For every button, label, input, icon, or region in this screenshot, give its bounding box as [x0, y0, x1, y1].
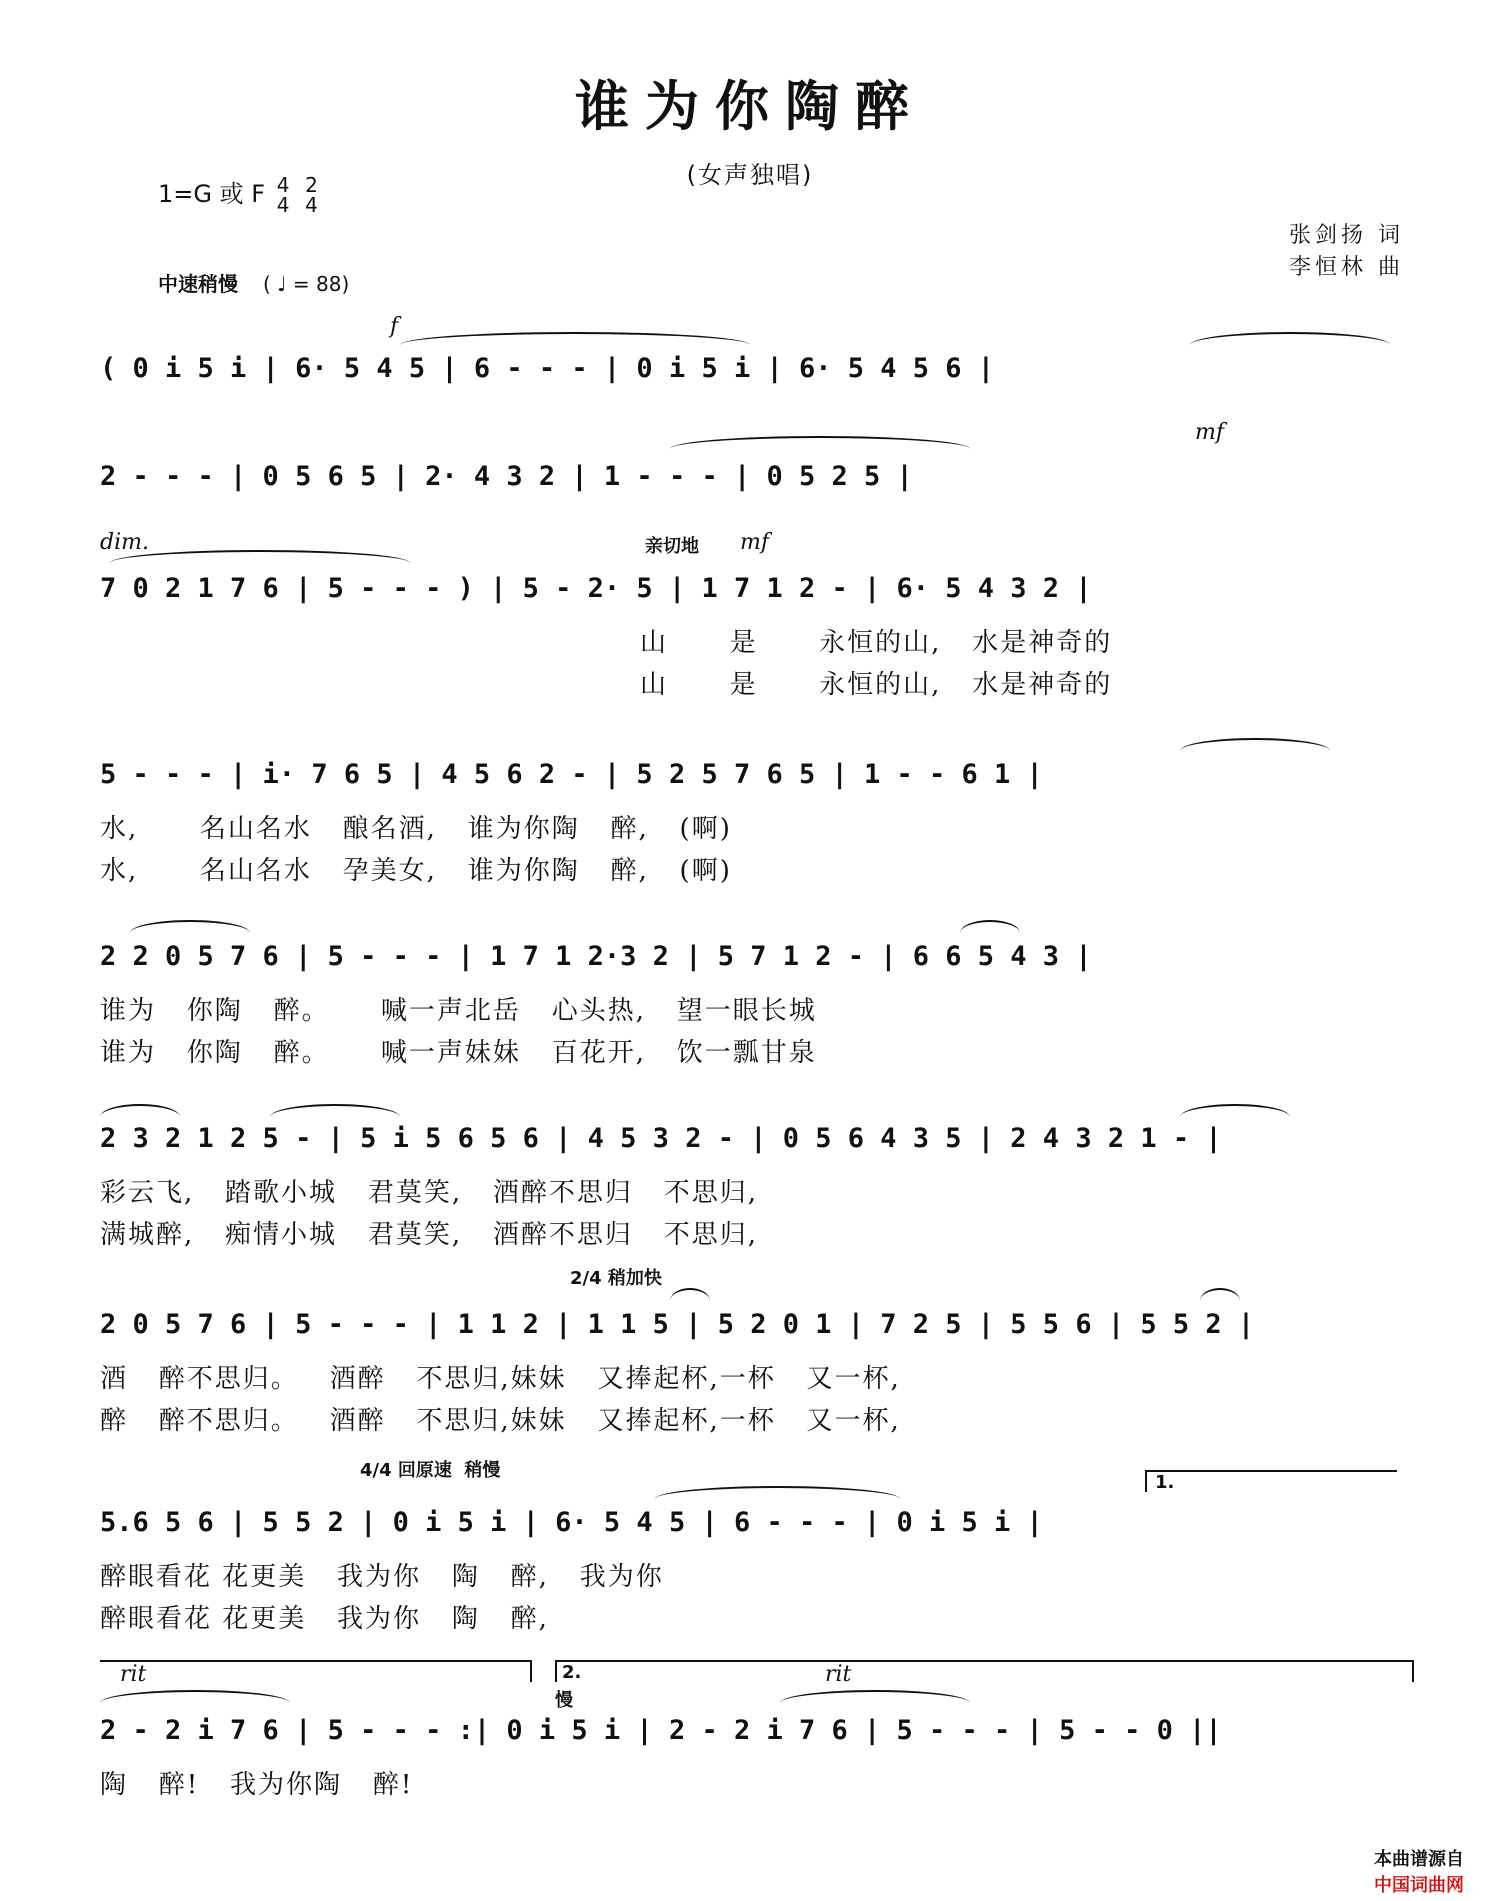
volta-label-1: 1. — [1155, 1472, 1175, 1493]
score-system-3 — [100, 530, 1410, 710]
page-subtitle: (女声独唱) — [686, 161, 814, 189]
tempo-change-mark: 4/4 回原速 稍慢 — [360, 1460, 501, 1481]
key-label: 1=G 或 F — [158, 180, 266, 208]
time-signature-1 — [277, 175, 290, 215]
tempo-text: 中速稍慢 — [158, 272, 238, 296]
time-signature-2 — [305, 175, 318, 215]
expression-mark: dim. — [100, 530, 149, 555]
volta-label-2: 2. — [562, 1662, 582, 1683]
source-footer — [1361, 1824, 1464, 1897]
lyric-verse-1: 醉眼看花 花更美 我为你 陶 醉, 我为你 — [100, 1562, 664, 1592]
source-site-link[interactable]: 中国词曲网 — [1374, 1875, 1464, 1896]
score-system-7 — [100, 1268, 1410, 1446]
lyricist-credit: 张剑扬 词 — [1289, 223, 1404, 248]
lyric-verse-2: 水, 名山名水 孕美女, 谁为你陶 醉, (啊) — [100, 856, 732, 886]
score-system-2 — [100, 420, 1410, 508]
tempo-change-mark: 慢 — [555, 1690, 573, 1711]
lyric-verse-2: 满城醉, 痴情小城 君莫笑, 酒醉不思归 不思归, — [100, 1220, 758, 1250]
lyric-verse-1: 彩云飞, 踏歌小城 君莫笑, 酒醉不思归 不思归, — [100, 1178, 758, 1208]
composer-credit: 李恒林 曲 — [1289, 255, 1404, 280]
volta-bracket-0 — [100, 1660, 532, 1682]
lyric-verse-2: 醉眼看花 花更美 我为你 陶 醉, — [100, 1604, 549, 1634]
notation-line: 7 0 2 1 7 6 | 5 - - - ) | 5 - 2· 5 | 1 7 1 2 - | 6· 5 4 3 2 | — [100, 572, 1092, 604]
score-system-6 — [100, 1110, 1410, 1260]
score-system-4 — [100, 746, 1410, 896]
expression-mark: 亲切地 — [645, 536, 699, 557]
notation-line: ( 0 i 5 i | 6· 5 4 5 | 6 - - - | 0 i 5 i | 6· 5 4 5 6 | — [100, 352, 995, 384]
score-system-8 — [100, 1460, 1410, 1644]
dynamic-mark: mf — [1195, 420, 1225, 445]
notation-line: 5 - - - | i· 7 6 5 | 4 5 6 2 - | 5 2 5 7 6 5 | 1 - - 6 1 | — [100, 758, 1043, 790]
score-system-9 — [100, 1662, 1410, 1812]
notation-line: 2 2 0 5 7 6 | 5 - - - | 1 7 1 2·3 2 | 5 7 1 2 - | 6 6 5 4 3 | — [100, 940, 1092, 972]
tempo-line — [158, 268, 349, 297]
tempo-mark: ( ♩ = 88) — [262, 272, 350, 296]
key-signature — [158, 174, 322, 215]
lyric-verse-2: 山 是 永恒的山, 水是神奇的 — [640, 670, 1113, 700]
rit-mark: rit — [825, 1662, 852, 1687]
time-sig-1-top: 4 — [276, 173, 290, 197]
score-system-5 — [100, 928, 1410, 1078]
page-title: 谁为你陶醉 — [575, 74, 925, 138]
time-sig-2-bottom: 4 — [305, 193, 318, 217]
source-label: 本曲谱源自 — [1374, 1849, 1464, 1870]
notation-line: 2 - - - | 0 5 6 5 | 2· 4 3 2 | 1 - - - | 0 5 2 5 | — [100, 460, 913, 492]
score-system-1 — [100, 314, 1410, 400]
rit-mark: rit — [120, 1662, 147, 1687]
dynamic-mark: f — [390, 314, 399, 339]
time-sig-1-bottom: 4 — [276, 193, 290, 217]
lyric-verse-1: 山 是 永恒的山, 水是神奇的 — [640, 628, 1113, 658]
lyric-verse-1: 谁为 你陶 醉。 喊一声北岳 心头热, 望一眼长城 — [100, 996, 817, 1026]
lyric-verse-2: 醉 醉不思归。 酒醉 不思归,妹妹 又捧起杯,一杯 又一杯, — [100, 1406, 901, 1436]
notation-line: 5.6 5 6 | 5 5 2 | 0 i 5 i | 6· 5 4 5 | 6 - - - | 0 i 5 i | — [100, 1506, 1043, 1538]
notation-line: 2 - 2 i 7 6 | 5 - - - :| 0 i 5 i | 2 - 2 i 7 6 | 5 - - - | 5 - - 0 || — [100, 1714, 1222, 1746]
time-sig-2-top: 2 — [305, 173, 318, 197]
volta-bracket-1 — [1145, 1470, 1397, 1492]
lyric-verse-2: 谁为 你陶 醉。 喊一声妹妹 百花开, 饮一瓢甘泉 — [100, 1038, 817, 1068]
tempo-change-mark: 2/4 稍加快 — [570, 1268, 662, 1289]
lyric-verse-1: 水, 名山名水 酿名酒, 谁为你陶 醉, (啊) — [100, 814, 732, 844]
lyric-verse-1: 酒 醉不思归。 酒醉 不思归,妹妹 又捧起杯,一杯 又一杯, — [100, 1364, 901, 1394]
dynamic-mark: mf — [740, 530, 770, 555]
volta-bracket-2 — [555, 1660, 1414, 1682]
notation-line: 2 3 2 1 2 5 - | 5 i 5 6 5 6 | 4 5 3 2 - | 0 5 6 4 3 5 | 2 4 3 2 1 - | — [100, 1122, 1222, 1154]
notation-line: 2 0 5 7 6 | 5 - - - | 1 1 2 | 1 1 5 | 5 2 0 1 | 7 2 5 | 5 5 6 | 5 5 2 | — [100, 1308, 1255, 1340]
lyric-final: 陶 醉! 我为你陶 醉! — [100, 1770, 414, 1800]
